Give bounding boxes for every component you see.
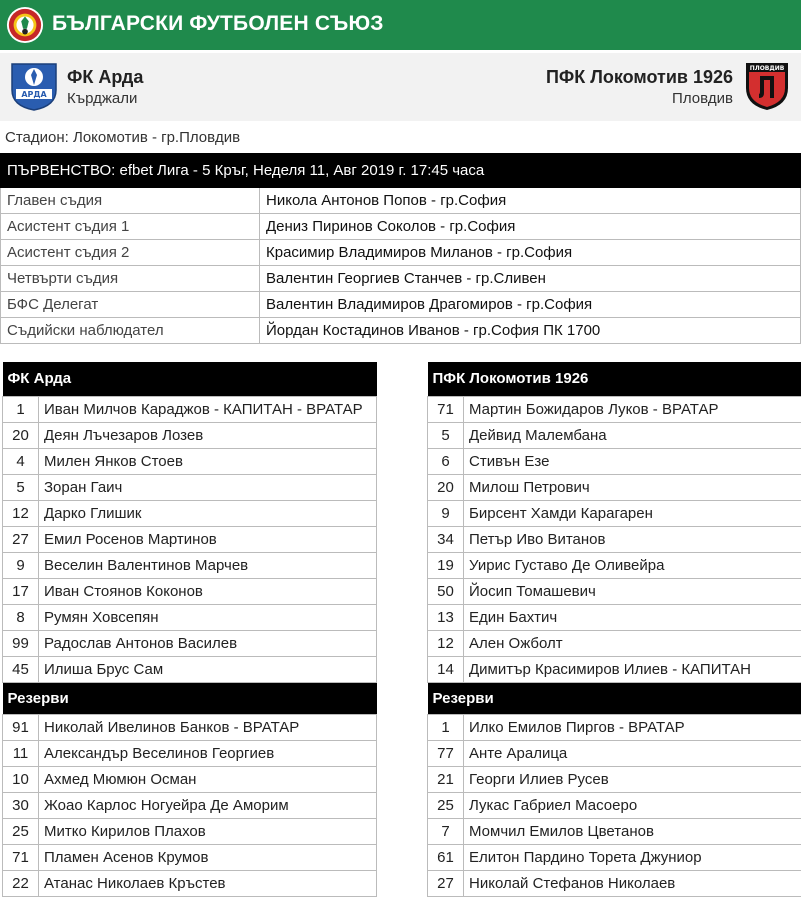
home-squad-header [3, 362, 377, 396]
reserve-name: Николай Стефанов Николаев [464, 870, 801, 896]
player-row [3, 422, 377, 448]
reserve-name: Елитон Пардино Торета Джуниор [464, 844, 801, 870]
reserve-number: 61 [428, 844, 464, 870]
arda-logo [8, 60, 60, 112]
player-number: 45 [3, 656, 39, 682]
player-row [428, 474, 801, 500]
player-number: 20 [3, 422, 39, 448]
player-row [428, 578, 801, 604]
reserve-row [428, 870, 801, 896]
away-squad-table [427, 362, 801, 897]
player-row [3, 630, 377, 656]
official-role: Съдийски наблюдател [1, 318, 260, 344]
championship-value: efbet Лига - 5 Кръг, Неделя 11, Авг 2019 г. 17:45 часа [119, 162, 485, 179]
teams-bar [0, 53, 801, 121]
reserve-name: Илко Емилов Пиргов - ВРАТАР [464, 714, 801, 740]
reserve-number: 21 [428, 766, 464, 792]
reserve-row [3, 740, 377, 766]
home-squad-table [2, 362, 377, 897]
player-number: 27 [3, 526, 39, 552]
player-name: Зоран Гаич [39, 474, 377, 500]
reserve-name: Александър Веселинов Георгиев [39, 740, 377, 766]
player-name: Ален Ожболт [464, 630, 801, 656]
reserve-number: 27 [428, 870, 464, 896]
home-team-city: Кърджали [67, 90, 138, 107]
player-name: Уирис Густаво Де Оливейра [464, 552, 801, 578]
federation-title: БЪЛГАРСКИ ФУТБОЛЕН СЪЮЗ [52, 12, 384, 35]
reserve-name: Митко Кирилов Плахов [39, 818, 377, 844]
player-row [3, 526, 377, 552]
away-reserves-header [428, 682, 801, 714]
official-row [1, 240, 801, 266]
player-number: 8 [3, 604, 39, 630]
reserve-row [428, 792, 801, 818]
reserve-number: 10 [3, 766, 39, 792]
reserve-number: 91 [3, 714, 39, 740]
stadium-info [5, 129, 240, 146]
official-row [1, 266, 801, 292]
player-name: Емил Росенов Мартинов [39, 526, 377, 552]
reserve-row [428, 714, 801, 740]
home-team-name: ФК Арда [67, 67, 144, 87]
player-name: Дарко Глишик [39, 500, 377, 526]
player-name: Радослав Антонов Василев [39, 630, 377, 656]
stadium-value: Локомотив - гр.Пловдив [72, 129, 241, 146]
player-number: 50 [428, 578, 464, 604]
bfs-logo [6, 6, 44, 44]
reserve-row [3, 844, 377, 870]
official-role: Асистент съдия 1 [1, 214, 260, 240]
official-name: Валентин Георгиев Станчев - гр.Сливен [260, 266, 801, 292]
player-row [428, 422, 801, 448]
player-name: Веселин Валентинов Марчев [39, 552, 377, 578]
player-name: Стивън Езе [464, 448, 801, 474]
player-row [428, 396, 801, 422]
home-squad-title: ФК Арда [3, 362, 377, 396]
federation-header [0, 0, 801, 50]
official-name: Валентин Владимиров Драгомиров - гр.София [260, 292, 801, 318]
player-number: 5 [3, 474, 39, 500]
official-role: Главен съдия [1, 188, 260, 214]
official-role: Четвърти съдия [1, 266, 260, 292]
lokomotiv-logo-text: ПЛОВДИВ [749, 65, 785, 72]
reserve-row [3, 792, 377, 818]
reserve-number: 25 [3, 818, 39, 844]
reserve-name: Ахмед Мюмюн Осман [39, 766, 377, 792]
player-row [428, 630, 801, 656]
player-name: Милош Петрович [464, 474, 801, 500]
player-number: 13 [428, 604, 464, 630]
player-row [3, 578, 377, 604]
reserve-name: Лукас Габриел Масоеро [464, 792, 801, 818]
player-number: 71 [428, 396, 464, 422]
player-number: 19 [428, 552, 464, 578]
reserves-title: Резерви [428, 682, 801, 714]
championship-row [1, 154, 801, 188]
player-row [3, 552, 377, 578]
player-number: 5 [428, 422, 464, 448]
stadium-label: Стадион: [5, 129, 69, 146]
player-row [428, 448, 801, 474]
player-name: Деян Лъчезаров Лозев [39, 422, 377, 448]
official-name: Дениз Пиринов Соколов - гр.София [260, 214, 801, 240]
reserve-row [428, 766, 801, 792]
official-name: Йордан Костадинов Иванов - гр.София ПК 1700 [260, 318, 801, 344]
player-name: Румян Ховсепян [39, 604, 377, 630]
home-reserves-header [3, 682, 377, 714]
player-number: 4 [3, 448, 39, 474]
player-name: Един Бахтич [464, 604, 801, 630]
official-name: Красимир Владимиров Миланов - гр.София [260, 240, 801, 266]
reserve-row [428, 740, 801, 766]
reserve-number: 77 [428, 740, 464, 766]
player-row [3, 396, 377, 422]
away-squad-title: ПФК Локомотив 1926 [428, 362, 801, 396]
player-number: 34 [428, 526, 464, 552]
player-name: Илиша Брус Сам [39, 656, 377, 682]
player-number: 14 [428, 656, 464, 682]
player-name: Иван Стоянов Коконов [39, 578, 377, 604]
away-squad-header [428, 362, 801, 396]
player-row [428, 500, 801, 526]
player-row [3, 448, 377, 474]
arda-logo-text: АРДА [21, 90, 47, 99]
player-name: Йосип Томашевич [464, 578, 801, 604]
player-name: Бирсент Хамди Карагарен [464, 500, 801, 526]
away-team-name: ПФК Локомотив 1926 [545, 67, 733, 87]
reserve-name: Георги Илиев Русев [464, 766, 801, 792]
player-row [3, 500, 377, 526]
player-number: 12 [428, 630, 464, 656]
player-number: 1 [3, 396, 39, 422]
player-row [3, 604, 377, 630]
player-name: Милен Янков Стоев [39, 448, 377, 474]
player-row [428, 604, 801, 630]
reserves-title: Резерви [3, 682, 377, 714]
reserve-row [3, 870, 377, 896]
reserve-number: 25 [428, 792, 464, 818]
player-row [3, 656, 377, 682]
player-name: Мартин Божидаров Луков - ВРАТАР [464, 396, 801, 422]
player-name: Дейвид Малембана [464, 422, 801, 448]
player-row [3, 474, 377, 500]
reserve-row [428, 818, 801, 844]
player-number: 20 [428, 474, 464, 500]
reserve-number: 11 [3, 740, 39, 766]
reserve-number: 71 [3, 844, 39, 870]
officials-table [0, 153, 801, 344]
reserve-name: Николай Ивелинов Банков - ВРАТАР [39, 714, 377, 740]
reserve-number: 30 [3, 792, 39, 818]
player-row [428, 526, 801, 552]
player-number: 6 [428, 448, 464, 474]
reserve-name: Пламен Асенов Крумов [39, 844, 377, 870]
reserve-name: Атанас Николаев Кръстев [39, 870, 377, 896]
reserve-number: 7 [428, 818, 464, 844]
player-number: 17 [3, 578, 39, 604]
player-name: Димитър Красимиров Илиев - КАПИТАН [464, 656, 801, 682]
player-number: 12 [3, 500, 39, 526]
official-row [1, 318, 801, 344]
player-number: 9 [428, 500, 464, 526]
player-number: 9 [3, 552, 39, 578]
reserve-name: Жоао Карлос Ногуейра Де Аморим [39, 792, 377, 818]
player-row [428, 656, 801, 682]
reserve-row [428, 844, 801, 870]
away-team-city: Пловдив [672, 90, 733, 107]
reserve-name: Момчил Емилов Цветанов [464, 818, 801, 844]
player-name: Иван Милчов Караджов - КАПИТАН - ВРАТАР [39, 396, 377, 422]
official-role: БФС Делегат [1, 292, 260, 318]
championship-header [1, 154, 801, 188]
official-row [1, 188, 801, 214]
reserve-row [3, 714, 377, 740]
reserve-name: Анте Аралица [464, 740, 801, 766]
player-row [428, 552, 801, 578]
championship-label: ПЪРВЕНСТВО: [7, 162, 116, 179]
reserve-number: 22 [3, 870, 39, 896]
player-number: 99 [3, 630, 39, 656]
official-name: Никола Антонов Попов - гр.София [260, 188, 801, 214]
reserve-row [3, 818, 377, 844]
reserve-number: 1 [428, 714, 464, 740]
official-row [1, 292, 801, 318]
player-name: Петър Иво Витанов [464, 526, 801, 552]
reserve-row [3, 766, 377, 792]
official-role: Асистент съдия 2 [1, 240, 260, 266]
lokomotiv-logo [743, 60, 791, 112]
official-row [1, 214, 801, 240]
